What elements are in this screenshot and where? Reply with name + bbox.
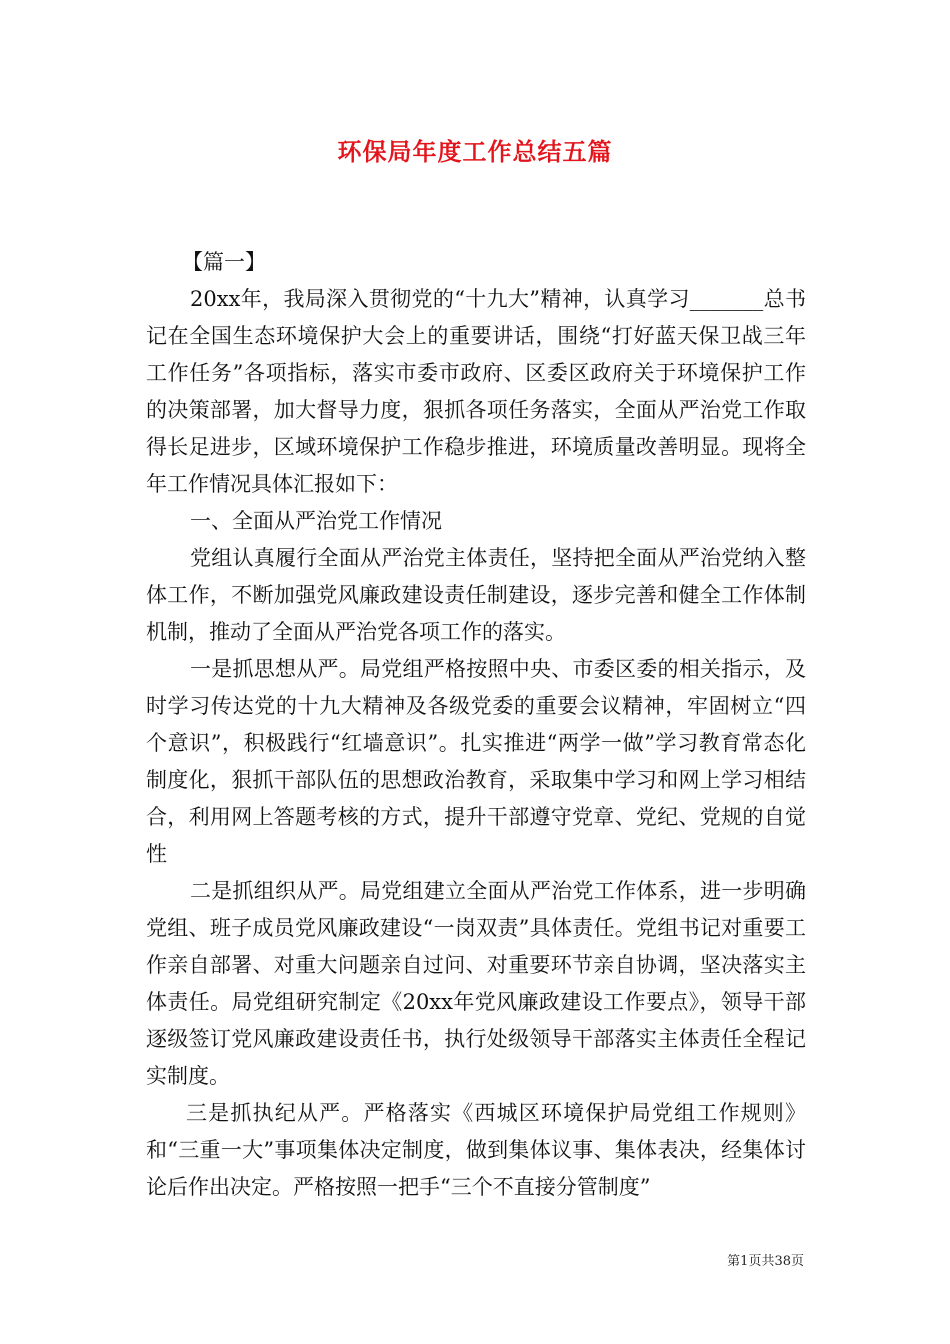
paragraph-organization-strict: 二是抓组织从严。局党组建立全面从严治党工作体系，进一步明确党组、班子成员党风廉政建设“一岗双责”具体责任。党组书记对重要工作亲自部署、对重大问题亲自过问、对重要环节亲自协调，坚决落实主体责任。局党组研究制定《20xx年党风廉政建设工作要点》，领导干部逐级签订党风廉政建设责任书，执行处级领导干部落实主体责任全程记实制度。 bbox=[146, 879, 806, 1088]
paragraph-intro: 20xx年，我局深入贯彻党的“十九大”精神，认真学习_______总书记在全国生态环境保护大会上的重要讲话，围绕“打好蓝天保卫战三年工作任务”各项指标，落实市委市政府、区委区政府关于环境保护工作的决策部署，加大督导力度，狠抓各项任务落实，全面从严治党工作取得长足进步，区域环境保护工作稳步推进，环境质量改善明显。现将全年工作情况具体汇报如下： bbox=[146, 287, 806, 496]
document-body bbox=[146, 244, 806, 1206]
paragraph-thought-strict: 一是抓思想从严。局党组严格按照中央、市委区委的相关指示，及时学习传达党的十九大精神及各级党委的重要会议精神，牢固树立“四个意识”，积极践行“红墙意识”。扎实推进“两学一做”学习教育常态化制度化，狠抓干部队伍的思想政治教育，采取集中学习和网上学习相结合，利用网上答题考核的方式，提升干部遵守党章、党纪、党规的自觉性 bbox=[146, 657, 806, 866]
section-label: 【篇一】 bbox=[182, 250, 266, 274]
heading-section-1: 一、全面从严治党工作情况 bbox=[190, 509, 442, 533]
paragraph-discipline-strict: 三是抓执纪从严。严格落实《西城区环境保护局党组工作规则》和“三重一大”事项集体决定制度，做到集体议事、集体表决，经集体讨论后作出决定。严格按照一把手“三个不直接分管制度” bbox=[146, 1101, 806, 1199]
page-number: 第1页共38页 bbox=[727, 1254, 804, 1269]
document-title: 环保局年度工作总结五篇 bbox=[337, 137, 613, 166]
paragraph-party-responsibility: 党组认真履行全面从严治党主体责任，坚持把全面从严治党纳入整体工作，不断加强党风廉政建设责任制建设，逐步完善和健全工作体制机制，推动了全面从严治党各项工作的落实。 bbox=[146, 546, 806, 644]
